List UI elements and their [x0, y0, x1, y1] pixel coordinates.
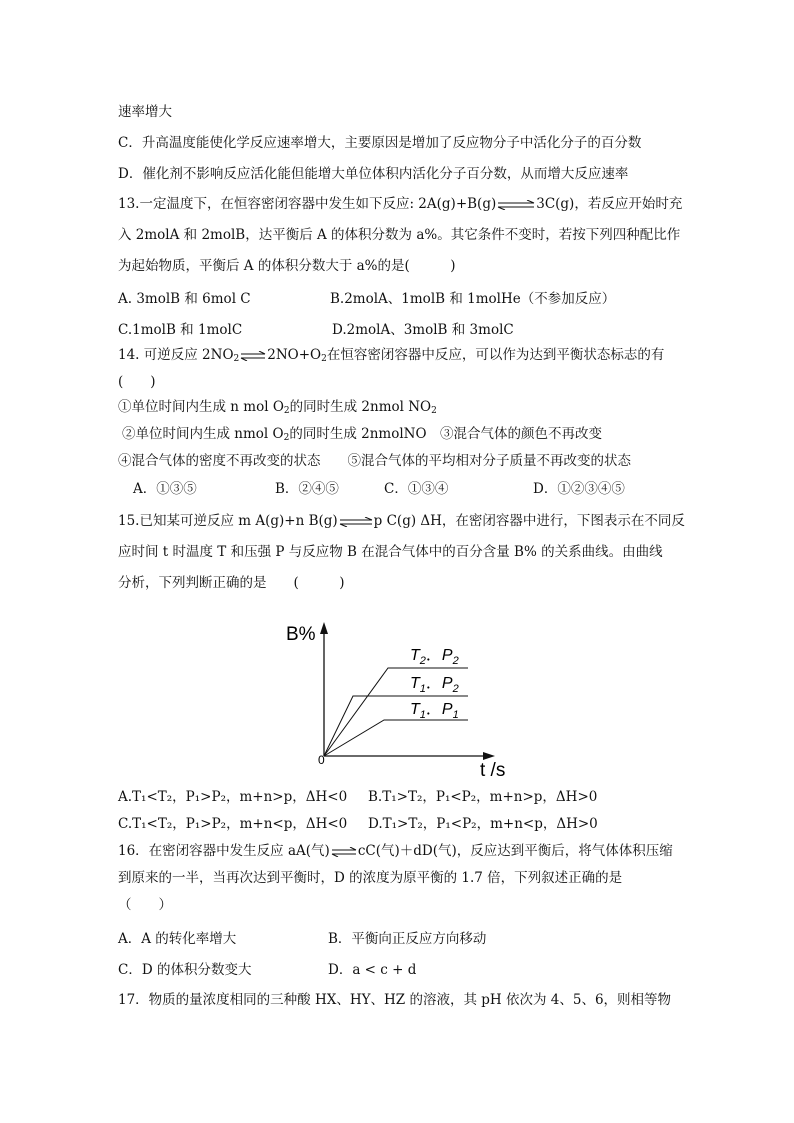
y-axis-arrow-icon — [320, 622, 328, 634]
option-d-text: D．催化剂不影响反应活化能但能增大单位体积内活化分子百分数，从而增大反应速率 — [118, 166, 629, 182]
q16-stem-part2: cC(气)＋dD(气)，反应达到平衡后，将气体体积压缩 — [357, 843, 673, 859]
q16-stem — [118, 842, 673, 860]
origin-label: 0 — [318, 753, 325, 767]
subscript: 2 — [283, 406, 290, 416]
q14-option-d: D．①②③④⑤ — [533, 481, 625, 497]
q15-stem-part1: 15.已知某可逆反应 m A(g)+n B(g) — [118, 513, 338, 529]
text-line: 速率增大 — [118, 104, 172, 120]
q14-item-4-5: ④混合气体的密度不再改变的状态 ⑤混合气体的平均相对分子质量不再改变的状态 — [118, 453, 631, 469]
q13-stem-part1: 13.一定温度下，在恒容密闭容器中发生如下反应: 2A(g)+B(g) — [118, 196, 497, 212]
q15-stem-line2: 应时间 t 时温度 T 和压强 P 与反应物 B 在混合气体中的百分含量 B% 的关系曲线。由曲线 — [118, 544, 663, 560]
q15-option-b: B.T₁>T₂，P₁<P₂，m+n>p，ΔH>0 — [368, 789, 598, 805]
q16-answer-blank: （ ） — [118, 897, 172, 913]
equilibrium-arrow-icon — [497, 200, 535, 210]
subscript: 2 — [233, 354, 240, 364]
q14-option-a: A．①③⑤ — [133, 481, 197, 497]
x-axis-arrow-icon — [483, 752, 495, 760]
q14-stem — [118, 346, 664, 364]
q14-stem-part3: 在恒容密闭容器中反应，可以作为达到平衡状态标志的有 — [326, 347, 665, 363]
q17-stem: 17．物质的量浓度相同的三种酸 HX、HY、HZ 的溶液，其 pH 依次为 4、5、6，则相等物 — [118, 992, 672, 1008]
curve-t1-p1 — [324, 720, 468, 756]
q16-option-a: A．A 的转化率增大 — [118, 931, 237, 947]
equilibrium-arrow-icon — [331, 847, 357, 857]
q13-option-c: C.1molB 和 1molC — [118, 322, 243, 338]
q14-stem-part1: 14. 可逆反应 2NO — [118, 347, 234, 363]
q16-option-d: D．a < c + d — [328, 962, 417, 978]
q14-option-c: C．①③④ — [384, 481, 449, 497]
q14-option-b: B．②④⑤ — [275, 481, 339, 497]
equilibrium-arrow-icon — [240, 351, 266, 361]
q16-option-b: B．平衡向正反应方向移动 — [328, 931, 487, 947]
curve-label-t1-p1: $T_1$．$P_1$ — [410, 701, 459, 721]
b-percent-time-graph — [280, 618, 520, 780]
q14-item-2-part2: 的同时生成 2nmolNO ③混合气体的颜色不再改变 — [289, 426, 603, 442]
q14-stem-part2: 2NO+O — [267, 347, 322, 363]
q15-option-a: A.T₁<T₂，P₁>P₂，m+n>p，ΔH<0 — [118, 789, 348, 805]
q14-item-2-part1: ②单位时间内生成 nmol O — [122, 426, 284, 442]
q15-option-d: D.T₁>T₂，P₁<P₂，m+n<p，ΔH>0 — [368, 816, 598, 832]
q13-stem-line2: 入 2molA 和 2molB，达平衡后 A 的体积分数为 a%。其它条件不变时，若按下列四种配比作 — [118, 227, 681, 243]
q13-option-d: D.2molA、3molB 和 3molC — [332, 322, 514, 338]
q14-item-1 — [118, 398, 437, 416]
q15-stem-part2: p C(g) ΔH，在密闭容器中进行，下图表示在不同反 — [373, 513, 685, 529]
q14-answer-blank: ( ) — [118, 374, 156, 390]
subscript: 2 — [321, 354, 327, 364]
q14-item-1-part2: 的同时生成 2nmol NO — [289, 399, 432, 415]
q14-item-2-3 — [122, 425, 602, 443]
option-c-text: C．升高温度能使化学反应速率增大，主要原因是增加了反应物分子中活化分子的百分数 — [118, 135, 642, 151]
q13-stem-part2: 3C(g)，若反应开始时充 — [536, 196, 683, 212]
subscript: 2 — [431, 406, 437, 416]
q13-option-a: A. 3molB 和 6mol C — [118, 291, 251, 307]
y-axis-label: B% — [286, 624, 316, 645]
q15-stem — [118, 512, 685, 530]
q16-option-c: C．D 的体积分数变大 — [118, 962, 252, 978]
curve-label-t1-p2: $T_1$．$P_2$ — [410, 675, 459, 695]
q15-stem-line3: 分析，下列判断正确的是 ( ) — [118, 575, 345, 591]
curve-label-t2-p2: $T_2$．$P_2$ — [410, 647, 459, 667]
q16-stem-line2: 到原来的一半，当再次达到平衡时，D 的浓度为原平衡的 1.7 倍，下列叙述正确的是 — [118, 870, 623, 886]
equilibrium-arrow-icon — [339, 517, 373, 527]
q16-stem-part1: 16．在密闭容器中发生反应 aA(气) — [118, 843, 330, 859]
q13-stem — [118, 195, 682, 213]
x-axis-label: t /s — [480, 760, 506, 780]
q13-stem-line3: 为起始物质，平衡后 A 的体积分数大于 a%的是( ) — [118, 258, 456, 274]
q15-option-c: C.T₁<T₂，P₁>P₂，m+n<p，ΔH<0 — [118, 816, 348, 832]
q13-option-b: B.2molA、1molB 和 1molHe（不参加反应） — [330, 291, 616, 307]
subscript: 2 — [283, 433, 290, 443]
q14-item-1-part1: ①单位时间内生成 n mol O — [118, 399, 284, 415]
